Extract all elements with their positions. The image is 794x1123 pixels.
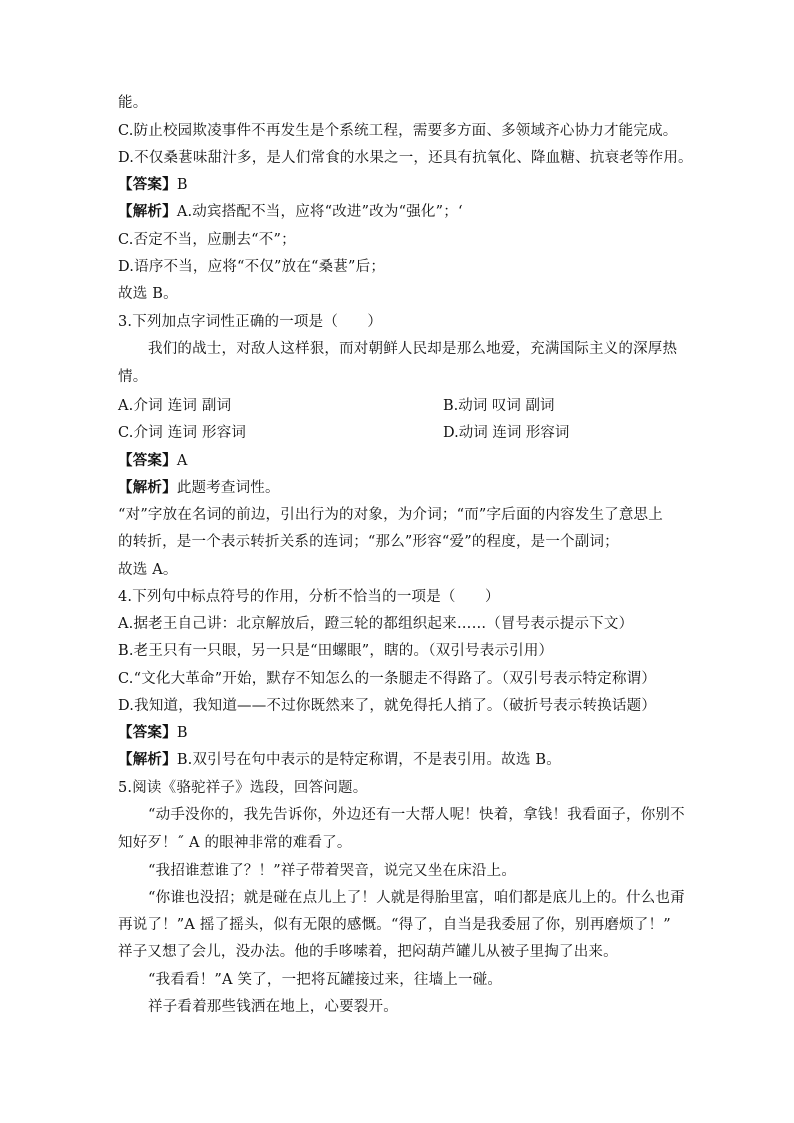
question-3-title: 3.下列加点字词性正确的一项是（ ） <box>118 314 383 330</box>
answer-value: A <box>176 453 188 469</box>
option-row <box>118 422 678 444</box>
analysis-line <box>118 749 678 771</box>
analysis-label: 【解析】 <box>118 479 177 496</box>
analysis-line <box>118 477 678 499</box>
option-d-line: D.我知道，我知道——不过你既然来了，就免得托人捎了。（破折号表示转换话题） <box>118 698 657 714</box>
analysis-label: 【解析】 <box>118 751 177 768</box>
passage-line: “你谁也没招；就是碰在点儿上了！人就是得胎里富，咱们都是底儿上的。什么也甭 <box>148 890 685 906</box>
analysis-line <box>118 201 678 223</box>
analysis-text: B.双引号在句中表示的是特定称谓，不是表引用。故选 B。 <box>176 752 561 768</box>
text-line: C.否定不当，应删去“不”； <box>118 232 296 248</box>
option-row <box>118 395 678 417</box>
analysis-label: 【解析】 <box>118 203 177 220</box>
passage-line: 祥子又想了会儿，没办法。他的手哆嗦着，把闷葫芦罐儿从被子里掏了出来。 <box>118 944 618 960</box>
question-4-title: 4.下列句中标点符号的作用，分析不恰当的一项是（ ） <box>118 589 500 605</box>
question-3-passage-cont: 情。 <box>118 369 148 385</box>
passage-line: “我招谁惹谁了？！”祥子带着哭音，说完又坐在床沿上。 <box>148 863 517 879</box>
answer-line <box>118 450 678 472</box>
text-line: 的转折，是一个表示转折关系的连词；“那么”形容“爱”的程度，是一个副词； <box>118 534 619 550</box>
answer-value: B <box>176 177 188 193</box>
text-line: D.语序不当，应将“不仅”放在“桑葚”后； <box>118 259 386 275</box>
option-a-line: A.据老王自己讲：北京解放后，蹬三轮的都组织起来……（冒号表示提示下文） <box>118 616 634 632</box>
option-d: D.动词 连词 形容词 <box>443 425 570 441</box>
question-5-title: 5.阅读《骆驼祥子》选段，回答问题。 <box>118 780 368 796</box>
answer-label: 【答案】 <box>118 176 177 193</box>
passage-line: 知好歹！˝ A 的眼神非常的难看了。 <box>118 835 352 851</box>
question-3-passage: 我们的战士，对敌人这样狠，而对朝鲜人民却是那么地爱，充满国际主义的深厚热 <box>148 341 678 357</box>
option-a: A.介词 连词 副词 <box>118 398 232 414</box>
passage-line: “我看看！”A 笑了，一把将瓦罐接过来，往墙上一碰。 <box>148 972 503 988</box>
analysis-text: A.动宾搭配不当，应将“改进”改为“强化”；‘ <box>176 204 463 220</box>
option-c: C.介词 连词 形容词 <box>118 425 247 441</box>
passage-line: 祥子看着那些钱洒在地上，心要裂开。 <box>148 999 398 1015</box>
text-line: 故选 B。 <box>118 286 178 302</box>
text-line: 能。 <box>118 95 148 111</box>
analysis-text: 此题考查词性。 <box>176 480 280 496</box>
answer-line <box>118 174 678 196</box>
option-b-line: B.老王只有一只眼，另一只是“田螺眼”，瞎的。（双引号表示引用） <box>118 643 554 659</box>
option-c-line: C.“文化大革命”开始，默存不知怎么的一条腿走不得路了。（双引号表示特定称谓） <box>118 671 657 687</box>
passage-line: “动手没你的，我先告诉你，外边还有一大帮人呢！快着，拿钱！我看面子，你别不 <box>148 807 685 823</box>
option-d-line: D.不仅桑葚味甜汁多，是人们常食的水果之一，还具有抗氧化、降血糖、抗衰老等作用。 <box>118 150 693 166</box>
answer-value: B <box>176 725 188 741</box>
answer-line <box>118 722 678 744</box>
answer-label: 【答案】 <box>118 452 177 469</box>
option-b: B.动词 叹词 副词 <box>443 398 555 414</box>
passage-line: 再说了！”A 摇了摇头，似有无限的感慨。“得了，自当是我委屈了你，别再磨烦了！” <box>118 917 671 933</box>
text-line: 故选 A。 <box>118 562 178 578</box>
text-line: “对”字放在名词的前边，引出行为的对象，为介词；“而”字后面的内容发生了意思上 <box>118 507 663 523</box>
answer-label: 【答案】 <box>118 724 177 741</box>
option-c-line: C.防止校园欺凌事件不再发生是个系统工程，需要多方面、多领域齐心协力才能完成。 <box>118 123 678 139</box>
